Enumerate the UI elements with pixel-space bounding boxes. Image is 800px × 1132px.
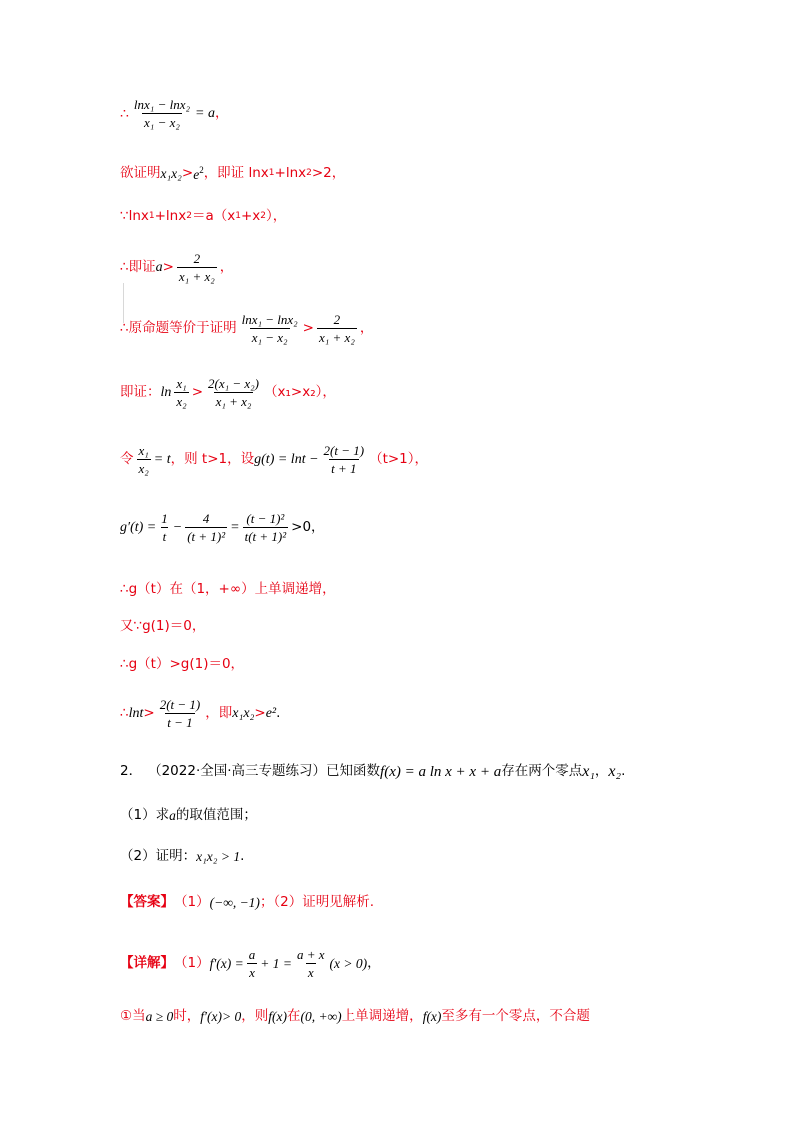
- fraction: $\frac{2(t - 1)}{t - 1}$: [159, 697, 201, 730]
- fraction: $\frac{\text{(t − 1)²}}{\text{t(t + 1)²}}$: [244, 511, 287, 544]
- line-12: ∴ lnt > $\frac{2(t - 1)}{t - 1}$ ，即 x₁x₂ > e² .: [120, 697, 281, 730]
- fraction: $\frac{1}{t}$: [161, 511, 168, 544]
- question-part-2: （2）证明： x₁x₂ > 1 .: [120, 848, 245, 864]
- line-4: ∴即证 a > $\frac{2}{\text{x₁ + x₂}}$ ，: [120, 251, 234, 284]
- fraction: $\frac{\text{lnx₁ − lnx₂}}{\text{x₁ − x₂}}$: [133, 97, 190, 130]
- line-2: 欲证明 x₁x₂ > $e^2$ ，即证 lnx 1 +lnx 2 >2，: [120, 165, 346, 182]
- line-10: 又∵g(1)＝0，: [120, 618, 206, 634]
- fraction: $\frac{\text{2(x₁ − x₂)}}{\text{x₁ + x₂}}$: [208, 376, 260, 409]
- line-3: ∵lnx 1 +lnx 2 ＝a（x 1 +x 2 ），: [120, 208, 287, 224]
- fraction: $\frac{\text{x₁}}{\text{x₂}}$: [176, 376, 187, 409]
- fraction: $\frac{2}{\text{x₁ + x₂}}$: [318, 312, 355, 345]
- therefore-symbol: ∴: [120, 105, 129, 122]
- line-8: g′(t) = $\frac{1}{t}$ − $\frac{4}{\text{(t + 1)²}}$ = $\frac{\text{(t − 1)²}}{\text{t(t + 1)²}}$ >0，: [120, 511, 325, 544]
- line-6: 即证： ln $\frac{\text{x₁}}{\text{x₂}}$ > $\frac{\text{2(x₁ − x₂)}}{\text{x₁ + x₂}}$ （x₁>x₂），: [120, 376, 336, 409]
- line-11: ∴g（t）>g(1)＝0，: [120, 656, 245, 672]
- question-part-1: （1）求 a 的取值范围；: [120, 807, 257, 823]
- fraction: $\frac{\text{x₁}}{\text{x₂}}$: [138, 443, 149, 476]
- fraction: $\frac{\text{lnx₁ − lnx₂}}{\text{x₁ − x₂}}$: [241, 312, 298, 345]
- fraction: $\frac{4}{\text{(t + 1)²}}$: [187, 511, 226, 544]
- question-2: 2． （2022·全国·高三专题练习）已知函数 f(x) = a ln x + x + a 存在两个零点 x₁ ， x₂ .: [120, 763, 626, 780]
- explanation-line: 【详解】 （1） f′(x) = $\frac{a}{x}$ + 1 = $\frac{a + x}{x}$ (x > 0) ，: [120, 947, 381, 980]
- answer-tag: 【答案】: [120, 894, 174, 910]
- fraction: $\frac{a + x}{x}$: [297, 947, 325, 980]
- line-7: 令 $\frac{\text{x₁}}{\text{x₂}}$ = t ，则 t>1，设 g(t) = lnt − $\frac{2(t - 1)}{t + 1}$ （t>1），: [120, 443, 429, 476]
- answer-line: 【答案】 （1） (−∞, −1) ；（2）证明见解析.: [120, 894, 375, 910]
- case-1-line: ①当 a ≥ 0 时， f′(x) > 0 ，则 f(x) 在 (0, +∞) 上单调递增， f(x) 至多有一个零点，不合题: [120, 1008, 590, 1024]
- line-9: ∴g（t）在（1，+∞）上单调递增，: [120, 581, 336, 597]
- fraction: $\frac{2}{\text{x₁ + x₂}}$: [178, 251, 215, 284]
- line-5: ∴原命题等价于证明 $\frac{\text{lnx₁ − lnx₂}}{\text{x₁ − x₂}}$ > $\frac{2}{\text{x₁ + x₂}}$ ，: [120, 312, 374, 345]
- fraction: $\frac{2(t - 1)}{t + 1}$: [323, 443, 365, 476]
- fraction: $\frac{a}{x}$: [248, 947, 256, 980]
- line-1: ∴ $\frac{\text{lnx₁ − lnx₂}}{\text{x₁ − x₂}}$ = a ，: [120, 97, 229, 130]
- explanation-tag: 【详解】: [120, 954, 174, 971]
